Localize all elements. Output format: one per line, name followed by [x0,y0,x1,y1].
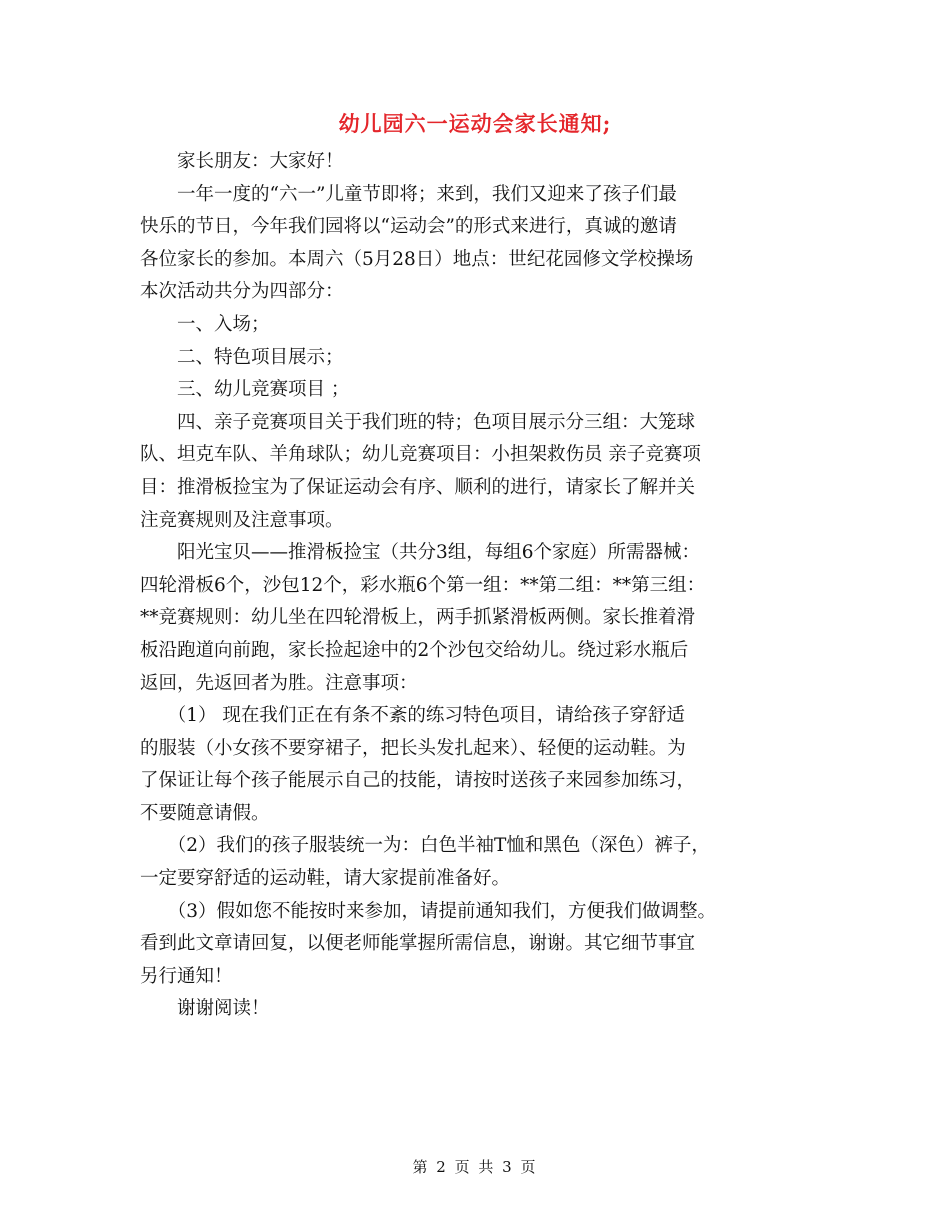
body-line: 各位家长的参加。本周六（5月28日）地点：世纪花园修文学校操场 [140,248,694,270]
body-line: 二、特色项目展示； [140,346,344,368]
body-line: （3）假如您不能按时来参加，请提前通知我们，方便我们做调整。 [140,900,717,922]
body-line: 目：推滑板捡宝为了保证运动会有序、顺利的进行，请家长了解并关 [140,476,696,498]
body-line: 三、幼儿竞赛项目 ； [140,379,350,401]
body-line: 一、入场； [140,313,270,335]
body-line: 四轮滑板6个，沙包12个，彩水瓶6个第一组：**第二组：**第三组： [140,574,706,596]
body-line: 阳光宝贝——推滑板捡宝（共分3组，每组6个家庭）所需器械： [140,542,701,564]
body-line: **竞赛规则：幼儿坐在四轮滑板上，两手抓紧滑板两侧。家长推着滑 [140,607,696,629]
body-line: 注竞赛规则及注意事项。 [140,509,344,531]
body-line: 的服装（小女孩不要穿裙子，把长头发扎起来）、轻便的运动鞋。为 [140,737,686,759]
document-title: 幼儿园六一运动会家长通知; [338,111,612,136]
body-line: 四、亲子竞赛项目关于我们班的特；色项目展示分三组：大笼球 [140,411,696,433]
body-line: （1） 现在我们正在有条不紊的练习特色项目，请给孩子穿舒适 [140,705,685,727]
body-line: 谢谢阅读！ [140,998,270,1020]
page-number-footer: 第 2 页 共 3 页 [412,1158,538,1176]
document-body [140,146,820,1026]
body-line: 不要随意请假。 [140,802,270,824]
body-line: 队、坦克车队、羊角球队；幼儿竞赛项目：小担架救伤员 亲子竞赛项 [140,444,701,466]
body-line: 一定要穿舒适的运动鞋，请大家提前准备好。 [140,868,511,890]
body-line: 快乐的节日，今年我们园将以“运动会”的形式来进行，真诚的邀请 [140,216,677,238]
body-line: 一年一度的“六一”儿童节即将；来到，我们又迎来了孩子们最 [140,183,677,205]
body-line: （2）我们的孩子服装统一为：白色半袖T恤和黑色（深色）裤子， [140,835,710,857]
body-line: 了保证让每个孩子能展示自己的技能，请按时送孩子来园参加练习， [140,770,696,792]
body-line: 看到此文章请回复，以便老师能掌握所需信息，谢谢。其它细节事宜 [140,933,696,955]
body-line: 返回，先返回者为胜。注意事项： [140,672,418,694]
body-line: 另行通知！ [140,965,233,987]
body-line: 板沿跑道向前跑，家长捡起途中的2个沙包交给幼儿。绕过彩水瓶后 [140,639,689,661]
body-line: 家长朋友：大家好！ [140,151,344,172]
body-line: 本次活动共分为四部分： [140,281,344,303]
